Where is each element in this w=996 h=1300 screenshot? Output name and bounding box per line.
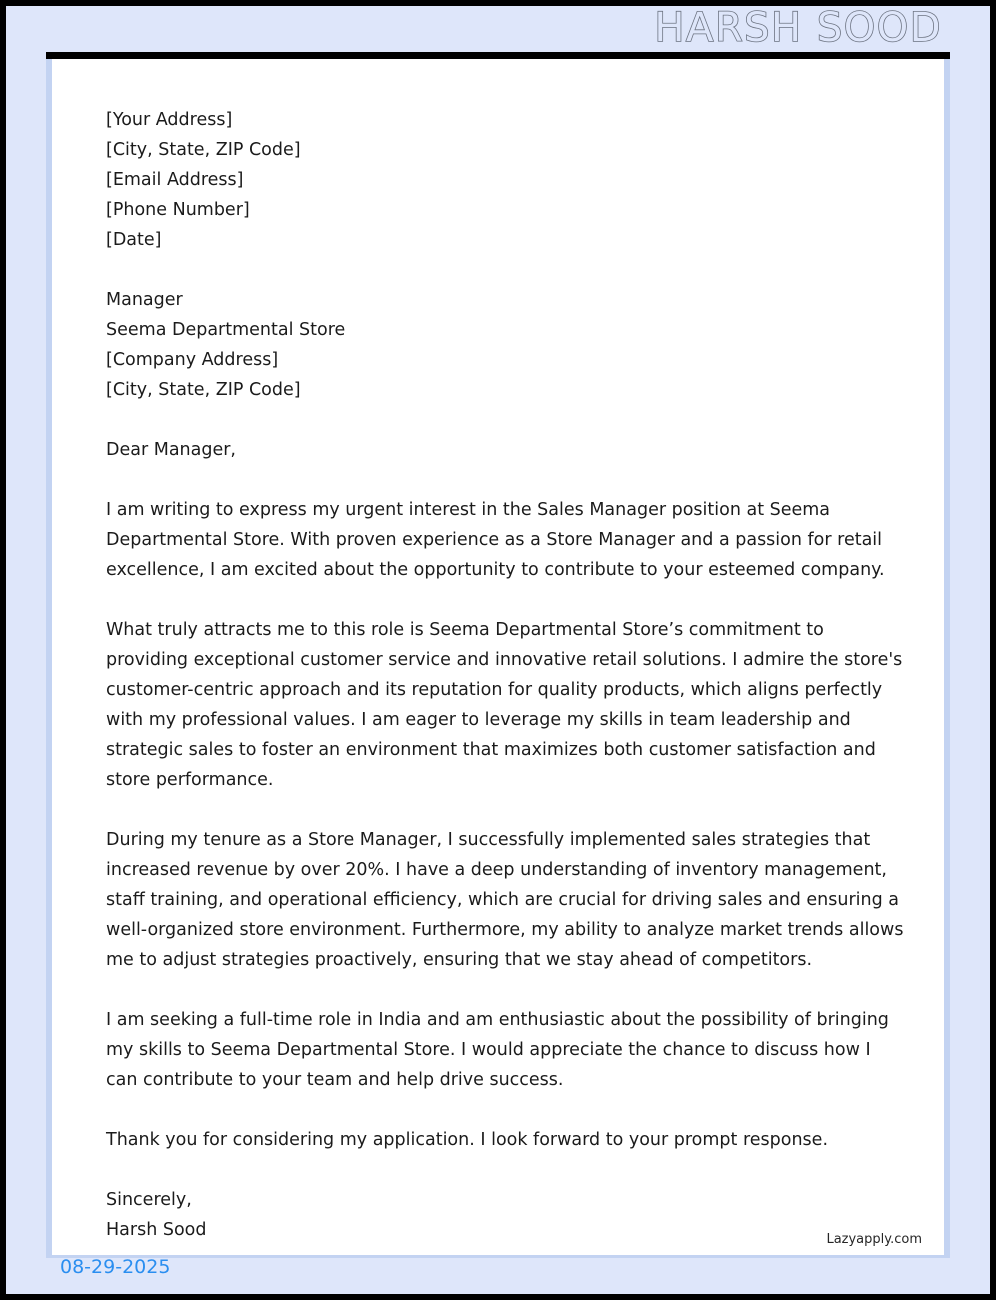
letter-header [6,6,990,52]
closing-block [106,1185,906,1245]
body-paragraph: Thank you for considering my application. I look forward to your prompt response. [106,1130,829,1150]
sender-address-line: [Date] [106,230,162,250]
spacer [106,975,906,1005]
page-title: HARSH SOOD [654,5,942,51]
signature-name: Harsh Sood [106,1220,207,1240]
spacer [106,585,906,615]
recipient-address-block [106,285,906,405]
spacer [106,1095,906,1125]
letter-sheet [46,59,950,1258]
spacer [106,1155,906,1185]
sender-address-line: [Your Address] [106,110,233,130]
sender-address-line: [Email Address] [106,170,244,190]
lazyapply-watermark: Lazyapply.com [826,1232,922,1247]
recipient-address-line: [City, State, ZIP Code] [106,380,301,400]
body-paragraph: I am writing to express my urgent interest in the Sales Manager position at Seema Departmental Store. With proven experience as a Store Manager and a passion for retail excellence, I am excited about the opportunity to contribute to your esteemed company. [106,500,885,580]
page-frame [6,6,990,1294]
recipient-address-line: Manager [106,290,183,310]
body-paragraph: What truly attracts me to this role is Seema Departmental Store’s commitment to providing exceptional customer service and innovative retail solutions. I admire the store's customer-centric approach and its reputation for quality products, which aligns perfectly with my professional values. I am eager to leverage my skills in team leadership and strategic sales to foster an environment that maximizes both customer satisfaction and store performance. [106,620,903,790]
valediction: Sincerely, [106,1190,192,1210]
spacer [106,405,906,435]
spacer [106,795,906,825]
body-paragraph: I am seeking a full-time role in India and am enthusiastic about the possibility of bringing my skills to Seema Departmental Store. I would appreciate the chance to discuss how I can contribute to your team and help drive success. [106,1010,889,1090]
spacer [106,465,906,495]
sender-address-line: [Phone Number] [106,200,250,220]
header-divider-rule [46,52,950,59]
sender-address-line: [City, State, ZIP Code] [106,140,301,160]
footer-date: 08-29-2025 [60,1256,171,1278]
recipient-address-line: [Company Address] [106,350,279,370]
salutation: Dear Manager, [106,440,236,460]
spacer [106,255,906,285]
letter-body [106,105,906,1245]
sender-address-block [106,105,906,255]
recipient-address-line: Seema Departmental Store [106,320,346,340]
body-paragraph: During my tenure as a Store Manager, I successfully implemented sales strategies that increased revenue by over 20%. I have a deep understanding of inventory management, staff training, and operational efficiency, which are crucial for driving sales and ensuring a well-organized store environment. Furthermore, my ability to analyze market trends allows me to adjust strategies proactively, ensuring that we stay ahead of competitors. [106,830,904,970]
